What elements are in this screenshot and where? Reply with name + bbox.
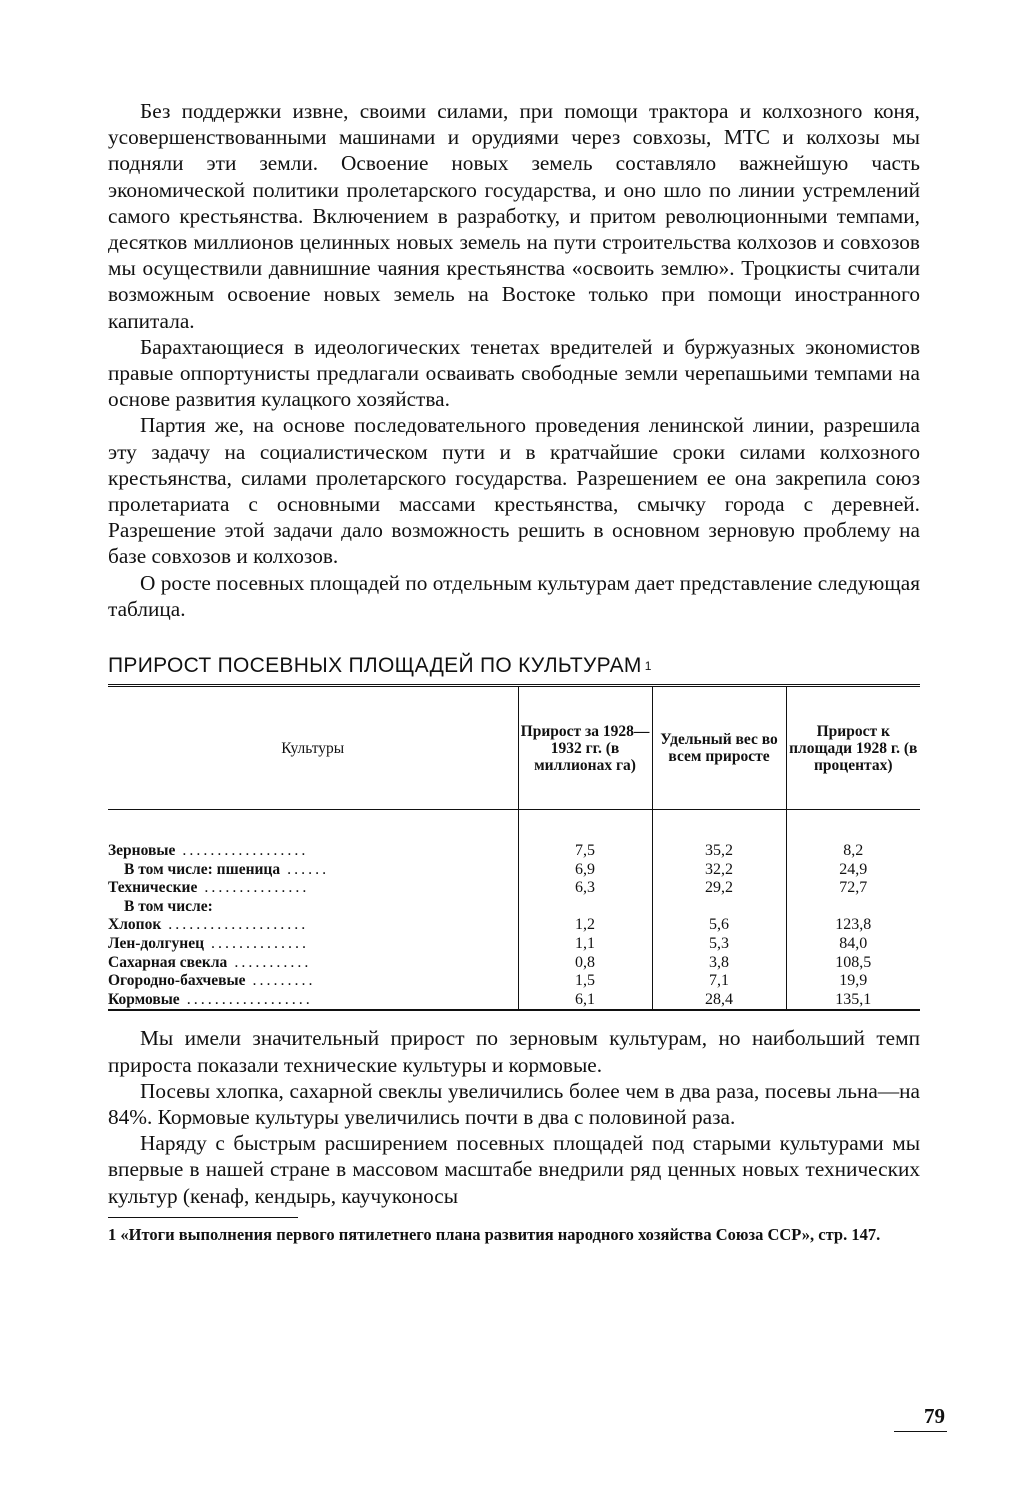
page-number: 79 <box>894 1404 947 1432</box>
cell-share: 7,1 <box>652 972 786 991</box>
cell-increase: 7,5 <box>518 842 652 861</box>
leader-dots: ...... <box>280 860 330 878</box>
cell-share <box>652 898 786 917</box>
crop-area-table <box>108 684 920 1011</box>
cell-percent: 8,2 <box>786 842 920 861</box>
row-label <box>108 861 518 880</box>
table-row <box>108 991 920 1011</box>
table-row <box>108 935 920 954</box>
header-share: Удельный вес во всем приросте <box>652 686 786 810</box>
cell-share: 32,2 <box>652 861 786 880</box>
footnote: 1 «Итоги выполнения первого пятилетнего плана развития народного хозяйства Союза ССР», стр. 147. <box>108 1224 881 1244</box>
header-cultures: Культуры <box>281 739 345 757</box>
row-label-text: Технические <box>108 879 198 897</box>
row-label <box>108 972 518 991</box>
cell-percent: 108,5 <box>786 954 920 973</box>
table-row <box>108 916 920 935</box>
leader-dots: .................. <box>179 990 313 1008</box>
page-body <box>108 98 920 1245</box>
cell-percent: 24,9 <box>786 861 920 880</box>
row-label-text: Хлопок <box>108 916 162 934</box>
leader-dots: ............... <box>197 879 310 897</box>
table-row <box>108 879 920 898</box>
cell-increase: 1,5 <box>518 972 652 991</box>
row-label-text: Кормовые <box>108 990 180 1008</box>
cell-percent: 135,1 <box>786 991 920 1011</box>
cell-share: 28,4 <box>652 991 786 1011</box>
row-label-text: Огородно-бахчевые <box>108 972 246 990</box>
cell-percent: 123,8 <box>786 916 920 935</box>
paragraph: Партия же, на основе последовательного проведения ленинской линии, разрешила эту задачу на социалистическом пути и в кратчайшие сроки силами колхозного крестьянства, силами пролетарского государства. Разрешением ее она закрепила союз пролетариата с основными массами крестьянства, смычку города с деревней. Разрешение этой задачи дало возможность решить в основном зерновую проблему на базе совхозов и колхозов. <box>108 413 920 569</box>
row-label-text: В том числе: пшеница <box>124 860 281 878</box>
leader-dots: .................. <box>175 842 309 860</box>
cell-increase: 1,1 <box>518 935 652 954</box>
row-label-text: Сахарная свекла <box>108 953 228 971</box>
row-label <box>108 991 518 1011</box>
paragraph: Барахтающиеся в идеологических тенетах вредителей и буржуазных экономистов правые оппортунисты предлагали осваивать свободные земли черепашьими темпами на основе развития кулацкого хозяйства. <box>108 334 920 412</box>
cell-share: 35,2 <box>652 842 786 861</box>
table-title-footnote-mark: 1 <box>644 659 652 674</box>
paragraph: Наряду с быстрым расширением посевных площадей под старыми культурами мы впервые в нашей стране в массовом масштабе внедрили ряд ценных новых технических культур (кенаф, кендырь, каучуконосы <box>108 1131 920 1208</box>
cell-percent: 72,7 <box>786 879 920 898</box>
cell-percent: 19,9 <box>786 972 920 991</box>
leader-dots: .............. <box>204 935 310 953</box>
leader-dots: ........... <box>227 953 312 971</box>
table-body <box>108 810 920 1011</box>
cell-percent <box>786 898 920 917</box>
paragraph: Посевы хлопка, сахарной свеклы увеличились более чем в два раза, посевы льна—на 84%. Кормовые культуры увеличились почти в два с половиной раза. <box>108 1078 920 1130</box>
row-label <box>108 879 518 898</box>
table-title <box>108 648 920 684</box>
cell-increase <box>518 898 652 917</box>
cell-increase: 6,9 <box>518 861 652 880</box>
row-label-text: Зерновые <box>108 842 176 860</box>
cell-increase: 0,8 <box>518 954 652 973</box>
cell-share: 5,6 <box>652 916 786 935</box>
row-label <box>108 954 518 973</box>
header-percent: Прирост к площади 1928 г. (в процентах) <box>786 686 920 810</box>
cell-share: 29,2 <box>652 879 786 898</box>
table-title-text: ПРИРОСТ ПОСЕВНЫХ ПЛОЩАДЕЙ ПО КУЛЬТУРАМ <box>108 654 642 678</box>
table-row <box>108 861 920 880</box>
table-row <box>108 954 920 973</box>
cell-increase: 6,1 <box>518 991 652 1011</box>
table-row <box>108 898 920 917</box>
header-increase: Прирост за 1928—1932 гг. (в миллионах га) <box>518 686 652 810</box>
leader-dots: .................... <box>161 916 309 934</box>
table-row <box>108 972 920 991</box>
cell-increase: 1,2 <box>518 916 652 935</box>
table-spacer-row <box>108 810 920 843</box>
table-row <box>108 842 920 861</box>
row-label-text: В том числе: <box>124 897 213 915</box>
cell-share: 5,3 <box>652 935 786 954</box>
table-header-row <box>108 686 920 810</box>
cell-increase: 6,3 <box>518 879 652 898</box>
row-label <box>108 842 518 861</box>
row-label <box>108 935 518 954</box>
footnote-divider <box>108 1217 298 1218</box>
paragraph: Без поддержки извне, своими силами, при помощи трактора и колхозного коня, усовершенствованными машинами и орудиями через совхозы, МТС и колхозы мы подняли эти земли. Освоение новых земель составляло важнейшую часть экономической политики пролетарского государства, и оно шло по линии устремлений самого крестьянства. Включением в разработку, и притом революционными темпами, десятков миллионов целинных новых земель на пути строительства колхозов и совхозов мы осуществили давнишние чаяния крестьянства «освоить землю». Троцкисты считали возможным освоение новых земель на Востоке только при помощи иностранного капитала. <box>108 99 920 333</box>
row-label-text: Лен-долгунец <box>108 935 205 953</box>
cell-percent: 84,0 <box>786 935 920 954</box>
leader-dots: ......... <box>245 972 316 990</box>
row-label <box>108 898 518 917</box>
paragraph: О росте посевных площадей по отдельным культурам дает представление следующая таблица. <box>108 570 920 621</box>
row-label <box>108 916 518 935</box>
paragraph: Мы имели значительный прирост по зерновым культурам, но наибольший темп прироста показали технические культуры и кормовые. <box>108 1026 920 1077</box>
cell-share: 3,8 <box>652 954 786 973</box>
